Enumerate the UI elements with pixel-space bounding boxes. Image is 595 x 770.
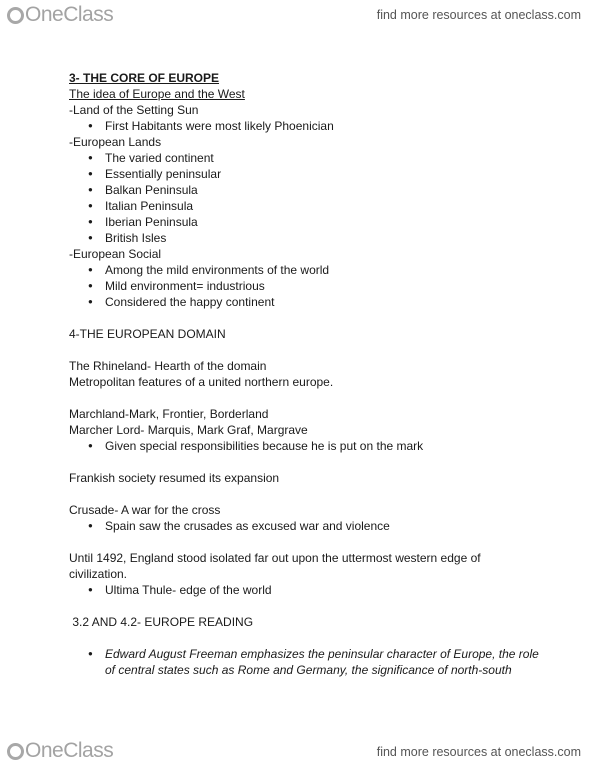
bullet-list: [69, 150, 539, 246]
list-item: ● Given special responsibilities because he is put on the mark: [69, 438, 539, 454]
logo-circle-icon: [7, 743, 24, 760]
text-paragraph: Until 1492, England stood isolated far out upon the uttermost western edge of civilization.: [69, 551, 481, 581]
list-item: ● Mild environment= industrious: [69, 278, 539, 294]
text-line: Metropolitan features of a united northern europe.: [69, 375, 334, 389]
text-line: Marcher Lord- Marquis, Mark Graf, Margrave: [69, 423, 308, 437]
document-body: [69, 70, 539, 678]
list-item: ● Italian Peninsula: [69, 198, 539, 214]
list-item: ● Among the mild environments of the world: [69, 262, 539, 278]
oneclass-logo: [7, 3, 113, 27]
text-line: Crusade- A war for the cross: [69, 503, 221, 517]
list-item: ● Considered the happy continent: [69, 294, 539, 310]
bullet-list: [69, 582, 539, 598]
logo-text: OneClass: [25, 3, 114, 26]
bullet-list: [69, 262, 539, 310]
list-item: ● The varied continent: [69, 150, 539, 166]
text-line: -Land of the Setting Sun: [69, 103, 199, 117]
bullet-list: [69, 438, 539, 454]
bullet-list: [69, 518, 539, 534]
list-item: ● Iberian Peninsula: [69, 214, 539, 230]
page-title: 3- THE CORE OF EUROPE: [69, 71, 220, 85]
list-item: ● First Habitants were most likely Phoenician: [69, 118, 539, 134]
list-item: ● Essentially peninsular: [69, 166, 539, 182]
bullet-list: [69, 646, 539, 678]
text-line: Marchland-Mark, Frontier, Borderland: [69, 407, 269, 421]
bullet-list: [69, 118, 539, 134]
list-item: ● Edward August Freeman emphasizes the peninsular character of Europe, the role of central states such as Rome and Germany, the significance of north-south: [69, 646, 539, 678]
header-tagline[interactable]: find more resources at oneclass.com: [376, 8, 581, 22]
text-line: The Rhineland- Hearth of the domain: [69, 359, 267, 373]
text-line: -European Social: [69, 247, 162, 261]
section-title: 4-THE EUROPEAN DOMAIN: [69, 327, 226, 341]
section-heading: The idea of Europe and the West: [69, 87, 245, 101]
list-item: ● Balkan Peninsula: [69, 182, 539, 198]
text-line: -European Lands: [69, 135, 162, 149]
logo-circle-icon: [7, 7, 24, 24]
list-item: ● British Isles: [69, 230, 539, 246]
list-item: ● Ultima Thule- edge of the world: [69, 582, 539, 598]
logo-text: OneClass: [25, 739, 114, 762]
section-title: 3.2 AND 4.2- EUROPE READING: [69, 615, 254, 629]
oneclass-logo: [7, 739, 113, 763]
text-line: Frankish society resumed its expansion: [69, 471, 280, 485]
footer-tagline[interactable]: find more resources at oneclass.com: [376, 745, 581, 759]
list-item: ● Spain saw the crusades as excused war and violence: [69, 518, 539, 534]
